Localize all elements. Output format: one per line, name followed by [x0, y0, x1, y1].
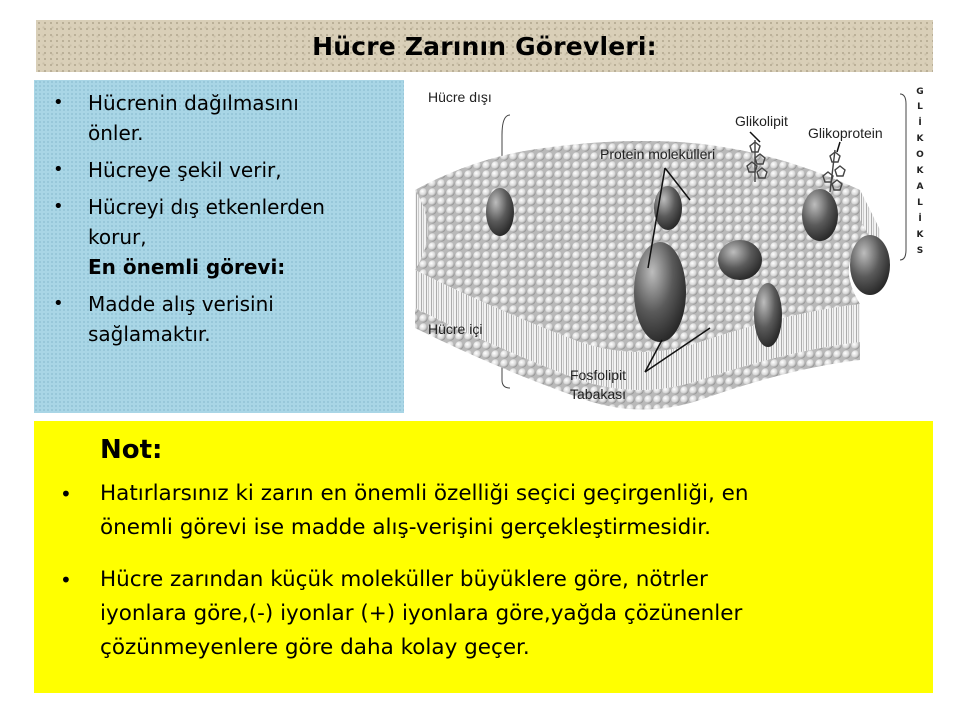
- protein-molecule: [634, 242, 686, 342]
- phospholipid-label: Tabakası: [570, 386, 627, 402]
- function-line: korur,: [88, 225, 147, 249]
- protein-molecule: [802, 189, 838, 241]
- most-important-label: En önemli görevi:: [88, 255, 286, 279]
- function-line: Madde alış verisini: [88, 292, 274, 316]
- glycocalyx-bracket: [900, 94, 906, 260]
- bullet-icon: •: [60, 568, 72, 592]
- glycocalyx-letter: S: [916, 246, 924, 256]
- note-item: [60, 563, 910, 665]
- note-line: Hücre zarından küçük moleküller büyüklere göre, nötrler: [100, 567, 708, 592]
- slide-title: Hücre Zarının Görevleri:: [312, 31, 657, 61]
- protein-label: Protein molekülleri: [600, 146, 716, 162]
- function-line: Hücreyi dış etkenlerden: [88, 195, 325, 219]
- glycocalyx-letter: O: [916, 150, 924, 160]
- glycocalyx-letter: L: [917, 102, 923, 112]
- function-line: sağlamaktır.: [88, 322, 211, 346]
- glycocalyx-letter: K: [916, 166, 924, 176]
- glycolipid-label: Glikolipit: [735, 113, 788, 129]
- glycocalyx-letter: İ: [918, 118, 922, 128]
- note-line: Hatırlarsınız ki zarın en önemli özelliği seçici geçirgenliği, en: [100, 481, 749, 506]
- function-line: Hücreye şekil verir,: [88, 158, 282, 182]
- note-item: [60, 477, 910, 545]
- protein-molecule: [754, 283, 782, 347]
- note-line: önemli görevi ise madde alış-verişini gerçekleştirmesidir.: [100, 515, 711, 540]
- bullet-icon: •: [53, 293, 64, 314]
- protein-molecule: [486, 188, 514, 236]
- glycoprotein-label: Glikoprotein: [808, 125, 883, 141]
- note-line: çözünmeyenlere göre daha kolay geçer.: [100, 635, 530, 660]
- note-title: Not:: [100, 435, 163, 465]
- glycocalyx-letter: L: [917, 198, 923, 208]
- glycocalyx-letter: A: [916, 182, 924, 192]
- cell-membrane-figure: [410, 80, 933, 415]
- glycocalyx-letter: K: [916, 230, 924, 240]
- function-item: [42, 289, 392, 349]
- bullet-icon: •: [53, 92, 64, 113]
- glycocalyx-label: [916, 87, 924, 256]
- bullet-icon: •: [60, 482, 72, 506]
- functions-panel: [34, 80, 404, 413]
- function-line: önler.: [88, 121, 144, 145]
- protein-molecule: [850, 235, 890, 295]
- bullet-icon: •: [53, 196, 64, 217]
- function-item: [42, 155, 392, 185]
- glycocalyx-letter: G: [916, 87, 924, 97]
- title-bar: [36, 20, 933, 72]
- outside-label: Hücre dışı: [428, 89, 492, 105]
- note-line: iyonlara göre,(-) iyonlar (+) iyonlara göre,yağda çözünenler: [100, 601, 743, 626]
- protein-molecule: [718, 240, 762, 280]
- note-panel: [34, 421, 933, 693]
- function-line: Hücrenin dağılmasını: [88, 91, 299, 115]
- glycocalyx-letter: K: [916, 134, 924, 144]
- bullet-icon: •: [53, 159, 64, 180]
- inside-label: Hücre içi: [428, 321, 483, 337]
- cell-membrane-diagram: [410, 80, 933, 415]
- glycocalyx-letter: İ: [918, 214, 922, 224]
- phospholipid-label: Fosfolipit: [570, 367, 627, 383]
- function-item: [42, 192, 392, 252]
- function-item: [42, 88, 392, 148]
- leader-line: [837, 142, 840, 152]
